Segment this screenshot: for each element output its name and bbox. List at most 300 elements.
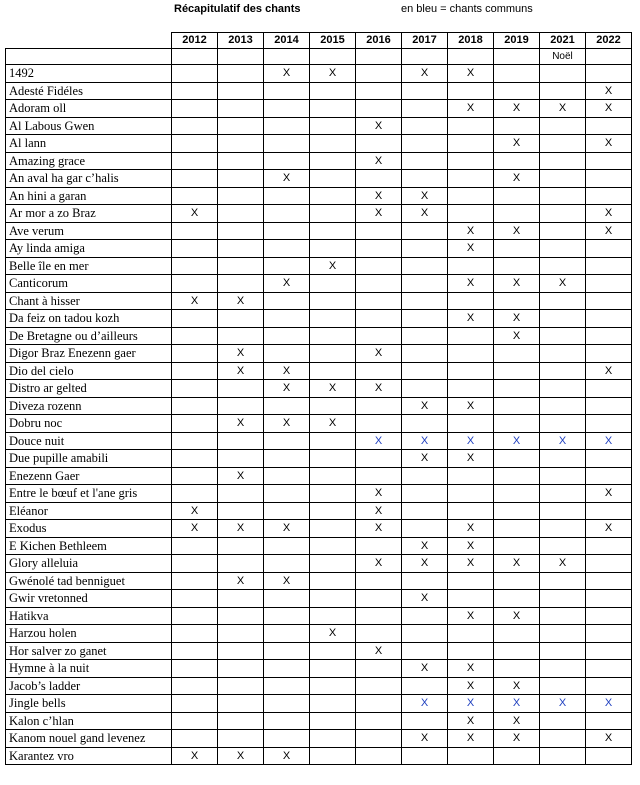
- sung-mark: X: [448, 537, 494, 555]
- year-cell-2017: [402, 257, 448, 275]
- year-cell-2013: [218, 590, 264, 608]
- year-cell-2014: [264, 695, 310, 713]
- year-cell-2022: [586, 642, 632, 660]
- year-cell-2014: [264, 467, 310, 485]
- song-name: Hymne à la nuit: [6, 660, 172, 678]
- year-cell-2013: [218, 625, 264, 643]
- sung-mark: X: [448, 712, 494, 730]
- year-cell-2015: [310, 240, 356, 258]
- year-header-2015: 2015: [310, 33, 356, 49]
- table-row: [6, 747, 632, 765]
- year-cell-2015: [310, 660, 356, 678]
- year-cell-2018: [448, 642, 494, 660]
- sung-mark: X: [218, 345, 264, 363]
- year-cell-2019: [494, 397, 540, 415]
- table-row: [6, 415, 632, 433]
- year-cell-2015: [310, 572, 356, 590]
- year-cell-2013: [218, 205, 264, 223]
- table-row: [6, 327, 632, 345]
- year-cell-2013: [218, 502, 264, 520]
- year-cell-2019: [494, 485, 540, 503]
- table-row: [6, 152, 632, 170]
- year-cell-2014: [264, 292, 310, 310]
- year-cell-2019: [494, 380, 540, 398]
- year-cell-2017: [402, 712, 448, 730]
- table-row: [6, 520, 632, 538]
- year-cell-2015: [310, 100, 356, 118]
- year-cell-2022: [586, 275, 632, 293]
- year-cell-2014: [264, 590, 310, 608]
- song-name: Dio del cielo: [6, 362, 172, 380]
- year-cell-2021: [540, 572, 586, 590]
- sung-mark: X: [264, 520, 310, 538]
- year-cell-2021: [540, 590, 586, 608]
- year-cell-2021: [540, 712, 586, 730]
- year-cell-2015: [310, 555, 356, 573]
- year-cell-2015: [310, 205, 356, 223]
- year-cell-2014: [264, 450, 310, 468]
- song-name-header: [6, 33, 172, 49]
- year-cell-2012: [172, 240, 218, 258]
- year-cell-2018: [448, 152, 494, 170]
- sung-mark: X: [494, 607, 540, 625]
- sub-header-empty: [6, 49, 172, 65]
- sub-header-cell: [494, 49, 540, 65]
- year-cell-2013: [218, 170, 264, 188]
- sung-mark: X: [586, 730, 632, 748]
- song-name: Al Labous Gwen: [6, 117, 172, 135]
- sung-mark: X: [540, 555, 586, 573]
- year-cell-2019: [494, 205, 540, 223]
- sub-header-cell: [356, 49, 402, 65]
- year-cell-2013: [218, 257, 264, 275]
- sung-mark: X: [356, 432, 402, 450]
- year-cell-2019: [494, 152, 540, 170]
- year-cell-2015: [310, 82, 356, 100]
- color-legend: en bleu = chants communs: [401, 3, 533, 15]
- year-cell-2017: [402, 327, 448, 345]
- year-cell-2015: [310, 730, 356, 748]
- sung-mark: X: [172, 502, 218, 520]
- year-cell-2015: [310, 362, 356, 380]
- year-cell-2017: [402, 240, 448, 258]
- sung-mark: X: [448, 607, 494, 625]
- sung-mark: X: [586, 82, 632, 100]
- table-row: [6, 695, 632, 713]
- year-cell-2016: [356, 695, 402, 713]
- year-cell-2016: [356, 135, 402, 153]
- sub-header-cell: [402, 49, 448, 65]
- year-cell-2022: [586, 187, 632, 205]
- year-cell-2019: [494, 415, 540, 433]
- year-cell-2022: [586, 712, 632, 730]
- table-row: [6, 100, 632, 118]
- year-cell-2018: [448, 82, 494, 100]
- song-name: An hini a garan: [6, 187, 172, 205]
- year-cell-2021: [540, 450, 586, 468]
- year-cell-2013: [218, 432, 264, 450]
- sung-mark: X: [586, 222, 632, 240]
- year-cell-2014: [264, 660, 310, 678]
- year-cell-2012: [172, 555, 218, 573]
- sung-mark: X: [586, 362, 632, 380]
- year-cell-2015: [310, 275, 356, 293]
- year-cell-2017: [402, 467, 448, 485]
- year-cell-2019: [494, 660, 540, 678]
- year-header-2018: 2018: [448, 33, 494, 49]
- year-cell-2014: [264, 327, 310, 345]
- year-cell-2016: [356, 537, 402, 555]
- sung-mark: X: [310, 415, 356, 433]
- table-row: [6, 555, 632, 573]
- page-title: Récapitulatif des chants: [174, 3, 301, 15]
- year-cell-2019: [494, 502, 540, 520]
- year-cell-2015: [310, 747, 356, 765]
- year-cell-2022: [586, 415, 632, 433]
- song-name: Entre le bœuf et l'ane gris: [6, 485, 172, 503]
- sung-mark: X: [448, 222, 494, 240]
- sung-mark: X: [586, 135, 632, 153]
- year-cell-2014: [264, 677, 310, 695]
- year-cell-2013: [218, 555, 264, 573]
- sung-mark: X: [402, 537, 448, 555]
- sung-mark: X: [402, 695, 448, 713]
- sung-mark: X: [264, 747, 310, 765]
- song-name: Eléanor: [6, 502, 172, 520]
- year-cell-2019: [494, 292, 540, 310]
- year-cell-2017: [402, 117, 448, 135]
- year-cell-2016: [356, 310, 402, 328]
- year-cell-2017: [402, 135, 448, 153]
- sung-mark: X: [402, 555, 448, 573]
- year-cell-2013: [218, 695, 264, 713]
- sung-mark: X: [448, 555, 494, 573]
- year-cell-2012: [172, 397, 218, 415]
- year-cell-2012: [172, 677, 218, 695]
- song-name: Glory alleluia: [6, 555, 172, 573]
- year-cell-2017: [402, 310, 448, 328]
- year-cell-2013: [218, 100, 264, 118]
- year-cell-2022: [586, 467, 632, 485]
- year-cell-2015: [310, 135, 356, 153]
- year-cell-2017: [402, 362, 448, 380]
- sung-mark: X: [264, 380, 310, 398]
- year-cell-2014: [264, 205, 310, 223]
- sung-mark: X: [264, 65, 310, 83]
- songs-table: [5, 32, 632, 765]
- sub-header-cell: [172, 49, 218, 65]
- year-cell-2022: [586, 257, 632, 275]
- year-cell-2021: [540, 415, 586, 433]
- sung-mark: X: [586, 695, 632, 713]
- year-cell-2017: [402, 345, 448, 363]
- sung-mark: X: [402, 660, 448, 678]
- sung-mark: X: [310, 625, 356, 643]
- table-row: [6, 607, 632, 625]
- year-cell-2013: [218, 450, 264, 468]
- year-header-2022: 2022: [586, 33, 632, 49]
- song-name: Ave verum: [6, 222, 172, 240]
- year-cell-2016: [356, 222, 402, 240]
- sung-mark: X: [264, 362, 310, 380]
- year-cell-2014: [264, 642, 310, 660]
- sung-mark: X: [356, 205, 402, 223]
- song-name: Due pupille amabili: [6, 450, 172, 468]
- year-cell-2012: [172, 607, 218, 625]
- year-cell-2018: [448, 747, 494, 765]
- year-cell-2014: [264, 712, 310, 730]
- sung-mark: X: [494, 222, 540, 240]
- sung-mark: X: [172, 292, 218, 310]
- sung-mark: X: [218, 467, 264, 485]
- year-cell-2013: [218, 275, 264, 293]
- year-cell-2015: [310, 642, 356, 660]
- song-name: Kalon c’hlan: [6, 712, 172, 730]
- year-cell-2022: [586, 607, 632, 625]
- year-cell-2021: [540, 152, 586, 170]
- year-cell-2012: [172, 345, 218, 363]
- song-name: Kanom nouel gand levenez: [6, 730, 172, 748]
- year-cell-2012: [172, 65, 218, 83]
- year-cell-2016: [356, 257, 402, 275]
- year-cell-2012: [172, 432, 218, 450]
- year-cell-2014: [264, 502, 310, 520]
- sung-mark: X: [494, 677, 540, 695]
- year-cell-2018: [448, 572, 494, 590]
- sung-mark: X: [448, 65, 494, 83]
- sung-mark: X: [494, 275, 540, 293]
- sung-mark: X: [218, 747, 264, 765]
- sung-mark: X: [310, 380, 356, 398]
- year-cell-2021: [540, 82, 586, 100]
- sung-mark: X: [264, 275, 310, 293]
- year-cell-2021: [540, 345, 586, 363]
- year-cell-2015: [310, 170, 356, 188]
- year-cell-2015: [310, 292, 356, 310]
- sung-mark: X: [172, 520, 218, 538]
- year-cell-2021: [540, 730, 586, 748]
- sung-mark: X: [264, 170, 310, 188]
- year-cell-2014: [264, 310, 310, 328]
- sung-mark: X: [402, 450, 448, 468]
- year-cell-2012: [172, 275, 218, 293]
- year-cell-2015: [310, 520, 356, 538]
- song-name: Harzou holen: [6, 625, 172, 643]
- year-cell-2014: [264, 257, 310, 275]
- year-cell-2012: [172, 590, 218, 608]
- year-cell-2017: [402, 642, 448, 660]
- song-name: Hatikva: [6, 607, 172, 625]
- table-row: [6, 397, 632, 415]
- sung-mark: X: [448, 240, 494, 258]
- year-cell-2014: [264, 555, 310, 573]
- song-name: Douce nuit: [6, 432, 172, 450]
- year-cell-2017: [402, 292, 448, 310]
- sub-header-cell: Noël: [540, 49, 586, 65]
- year-cell-2021: [540, 310, 586, 328]
- year-header-2016: 2016: [356, 33, 402, 49]
- year-cell-2012: [172, 135, 218, 153]
- table-row: [6, 432, 632, 450]
- year-cell-2014: [264, 730, 310, 748]
- year-cell-2022: [586, 117, 632, 135]
- year-cell-2021: [540, 537, 586, 555]
- year-cell-2021: [540, 327, 586, 345]
- year-cell-2012: [172, 712, 218, 730]
- song-name: Enezenn Gaer: [6, 467, 172, 485]
- table-row: [6, 625, 632, 643]
- year-cell-2013: [218, 485, 264, 503]
- year-cell-2015: [310, 450, 356, 468]
- year-cell-2015: [310, 695, 356, 713]
- sung-mark: X: [448, 432, 494, 450]
- song-name: Digor Braz Enezenn gaer: [6, 345, 172, 363]
- sung-mark: X: [540, 432, 586, 450]
- year-cell-2019: [494, 467, 540, 485]
- year-cell-2022: [586, 65, 632, 83]
- sung-mark: X: [494, 327, 540, 345]
- year-cell-2013: [218, 152, 264, 170]
- year-cell-2012: [172, 642, 218, 660]
- year-header-2019: 2019: [494, 33, 540, 49]
- table-row: [6, 677, 632, 695]
- year-cell-2012: [172, 572, 218, 590]
- sung-mark: X: [402, 590, 448, 608]
- year-cell-2012: [172, 152, 218, 170]
- sung-mark: X: [540, 100, 586, 118]
- year-cell-2019: [494, 572, 540, 590]
- year-cell-2012: [172, 187, 218, 205]
- year-cell-2014: [264, 135, 310, 153]
- year-cell-2021: [540, 240, 586, 258]
- sung-mark: X: [494, 555, 540, 573]
- year-cell-2021: [540, 292, 586, 310]
- year-cell-2016: [356, 730, 402, 748]
- sung-mark: X: [218, 362, 264, 380]
- year-cell-2022: [586, 555, 632, 573]
- year-cell-2017: [402, 152, 448, 170]
- year-cell-2013: [218, 397, 264, 415]
- year-cell-2022: [586, 590, 632, 608]
- year-cell-2012: [172, 537, 218, 555]
- sung-mark: X: [218, 520, 264, 538]
- year-cell-2021: [540, 257, 586, 275]
- year-cell-2015: [310, 712, 356, 730]
- year-cell-2012: [172, 730, 218, 748]
- year-cell-2021: [540, 117, 586, 135]
- table-row: [6, 485, 632, 503]
- year-cell-2019: [494, 187, 540, 205]
- year-cell-2012: [172, 310, 218, 328]
- sub-header-cell: [218, 49, 264, 65]
- sub-header-cell: [586, 49, 632, 65]
- year-cell-2016: [356, 100, 402, 118]
- year-cell-2019: [494, 537, 540, 555]
- song-name: Dobru noc: [6, 415, 172, 433]
- sung-mark: X: [494, 695, 540, 713]
- year-cell-2013: [218, 642, 264, 660]
- year-cell-2013: [218, 730, 264, 748]
- year-cell-2016: [356, 415, 402, 433]
- year-cell-2015: [310, 502, 356, 520]
- year-cell-2013: [218, 327, 264, 345]
- year-cell-2017: [402, 100, 448, 118]
- year-cell-2018: [448, 135, 494, 153]
- year-cell-2019: [494, 240, 540, 258]
- year-cell-2018: [448, 415, 494, 433]
- song-name: Adesté Fidéles: [6, 82, 172, 100]
- song-name: Al lann: [6, 135, 172, 153]
- sung-mark: X: [586, 100, 632, 118]
- year-cell-2015: [310, 345, 356, 363]
- year-cell-2015: [310, 432, 356, 450]
- year-cell-2016: [356, 607, 402, 625]
- table-row: [6, 660, 632, 678]
- sung-mark: X: [310, 257, 356, 275]
- sung-mark: X: [402, 187, 448, 205]
- sung-mark: X: [448, 730, 494, 748]
- year-cell-2018: [448, 485, 494, 503]
- song-name: De Bretagne ou d’ailleurs: [6, 327, 172, 345]
- year-cell-2016: [356, 397, 402, 415]
- year-header-2012: 2012: [172, 33, 218, 49]
- sung-mark: X: [356, 555, 402, 573]
- year-cell-2013: [218, 537, 264, 555]
- table-row: [6, 380, 632, 398]
- year-cell-2014: [264, 222, 310, 240]
- year-cell-2022: [586, 747, 632, 765]
- year-cell-2022: [586, 450, 632, 468]
- year-cell-2013: [218, 310, 264, 328]
- year-cell-2015: [310, 590, 356, 608]
- sung-mark: X: [356, 502, 402, 520]
- sub-header-cell: [264, 49, 310, 65]
- sung-mark: X: [402, 730, 448, 748]
- year-cell-2018: [448, 187, 494, 205]
- year-cell-2017: [402, 572, 448, 590]
- year-cell-2012: [172, 327, 218, 345]
- table-row: [6, 135, 632, 153]
- table-row: [6, 362, 632, 380]
- year-cell-2014: [264, 187, 310, 205]
- year-cell-2016: [356, 747, 402, 765]
- song-name: Ar mor a zo Braz: [6, 205, 172, 223]
- year-cell-2014: [264, 100, 310, 118]
- year-cell-2021: [540, 660, 586, 678]
- year-cell-2021: [540, 187, 586, 205]
- year-cell-2014: [264, 607, 310, 625]
- year-cell-2021: [540, 677, 586, 695]
- year-cell-2019: [494, 345, 540, 363]
- sung-mark: X: [356, 380, 402, 398]
- year-cell-2017: [402, 607, 448, 625]
- year-cell-2014: [264, 432, 310, 450]
- year-cell-2014: [264, 240, 310, 258]
- year-cell-2016: [356, 275, 402, 293]
- year-cell-2022: [586, 660, 632, 678]
- year-cell-2018: [448, 292, 494, 310]
- year-header-2013: 2013: [218, 33, 264, 49]
- year-cell-2015: [310, 485, 356, 503]
- sung-mark: X: [448, 397, 494, 415]
- year-cell-2019: [494, 520, 540, 538]
- year-cell-2013: [218, 82, 264, 100]
- year-cell-2017: [402, 625, 448, 643]
- year-cell-2016: [356, 450, 402, 468]
- sung-mark: X: [402, 65, 448, 83]
- song-name: Jingle bells: [6, 695, 172, 713]
- year-cell-2021: [540, 362, 586, 380]
